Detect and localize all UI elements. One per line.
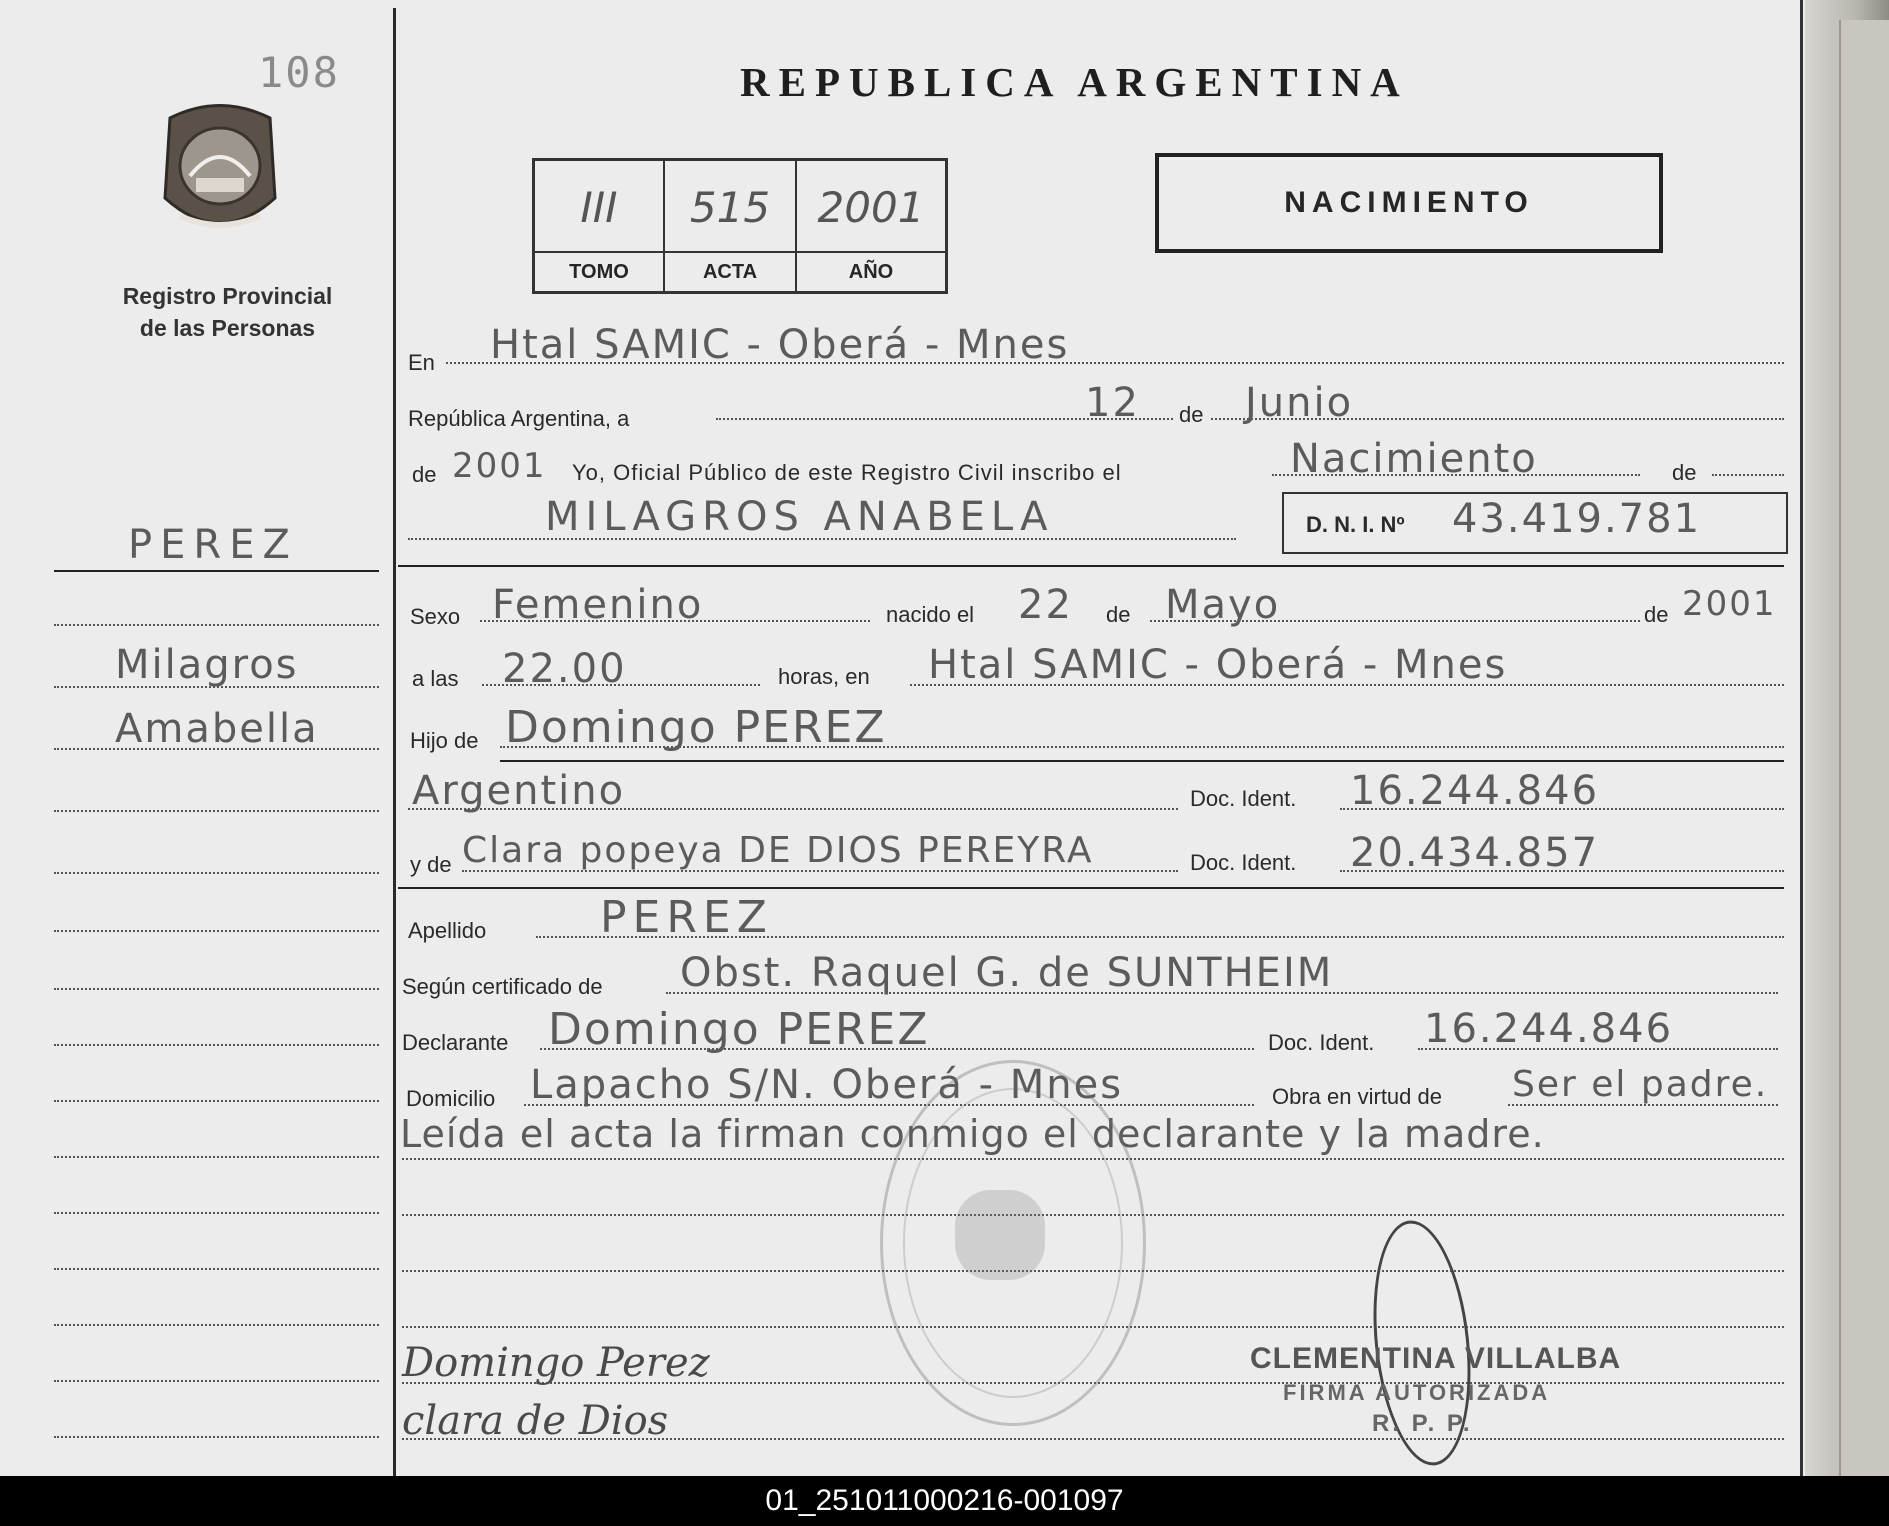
- sexo-value: Femenino: [492, 582, 704, 628]
- mother-name-value: Clara popeya DE DIOS PEREYRA: [462, 830, 1094, 871]
- margin-dotted-line: [54, 1044, 379, 1046]
- year-value: 2001: [452, 446, 547, 486]
- section-rule: [500, 760, 1784, 762]
- margin-dotted-line: [54, 1268, 379, 1270]
- anio-value: 2001: [817, 183, 925, 232]
- section-rule: [398, 565, 1784, 567]
- month-value: Junio: [1245, 380, 1354, 426]
- anio-cell: [797, 161, 945, 291]
- acta-cell: [665, 161, 797, 291]
- scan-id-footer: 01_251011000216-001097: [0, 1476, 1889, 1526]
- official-org: R. P. P.: [1372, 1410, 1473, 1437]
- obra-label: Obra en virtud de: [1272, 1084, 1442, 1109]
- acta-value: 515: [689, 183, 771, 232]
- margin-dotted-line: [54, 1100, 379, 1102]
- margin-dotted-line: [54, 930, 379, 932]
- hora-value: 22.00: [502, 646, 627, 692]
- official-title: FIRMA AUTORIZADA: [1283, 1380, 1551, 1405]
- margin-dotted-line: [54, 748, 379, 750]
- acta-label: ACTA: [665, 251, 795, 291]
- hijo-label: Hijo de: [410, 728, 479, 753]
- tomo-label: TOMO: [535, 251, 663, 291]
- margin-dotted-line: [54, 686, 379, 688]
- tomo-cell: [535, 161, 665, 291]
- segun-value: Obst. Raquel G. de SUNTHEIM: [680, 950, 1334, 996]
- tomo-value: III: [580, 183, 618, 232]
- year-prefix-label: de: [412, 462, 437, 487]
- de-end-label: de: [1672, 460, 1697, 485]
- closing-text: Leída el acta la firman conmigo el declarante y la madre.: [400, 1112, 1545, 1156]
- binding-stub: [1839, 20, 1889, 1476]
- declarante-value: Domingo PEREZ: [548, 1004, 930, 1055]
- en-label: En: [408, 350, 435, 375]
- obra-value: Ser el padre.: [1512, 1064, 1769, 1105]
- doc-label: Doc. Ident.: [1190, 786, 1297, 811]
- margin-dotted-line: [54, 1436, 379, 1438]
- anio-label: AÑO: [797, 251, 945, 291]
- dni-value: 43.419.781: [1452, 496, 1702, 542]
- margin-name2: Amabella: [115, 706, 319, 752]
- stamp-emblem-icon: [955, 1190, 1045, 1280]
- signature-mother: clara de Dios: [402, 1398, 669, 1444]
- official-name: CLEMENTINA VILLALBA: [1250, 1342, 1622, 1375]
- page-border-right: [1800, 0, 1803, 1476]
- doc-label-2: Doc. Ident.: [1190, 850, 1297, 875]
- mother-doc-value: 20.434.857: [1350, 830, 1600, 876]
- segun-label: Según certificado de: [402, 974, 603, 999]
- record-type-box: NACIMIENTO: [1155, 153, 1663, 253]
- dotted-line: [1712, 474, 1784, 476]
- dni-label: D. N. I. Nº: [1306, 512, 1405, 537]
- section-rule: [398, 887, 1784, 889]
- de3-label: de: [1644, 602, 1669, 627]
- yo-label: Yo, Oficial Público de este Registro Civil inscribo el: [572, 460, 1122, 485]
- domicilio-label: Domicilio: [406, 1086, 496, 1111]
- doc-label-3: Doc. Ident.: [1268, 1030, 1375, 1055]
- margin-dotted-line: [54, 1324, 379, 1326]
- day-value: 12: [1085, 380, 1140, 426]
- inscribe-value: Nacimiento: [1290, 436, 1538, 482]
- signature-declarant: Domingo Perez: [402, 1340, 710, 1386]
- nacido-label: nacido el: [886, 602, 975, 627]
- dni-box: [1282, 492, 1788, 554]
- margin-dotted-line: [54, 872, 379, 874]
- declarante-label: Declarante: [402, 1030, 509, 1055]
- column-divider: [393, 8, 396, 1476]
- y-de-label: y de: [410, 852, 452, 877]
- de-label: de: [1173, 402, 1209, 428]
- domicilio-value: Lapacho S/N. Oberá - Mnes: [530, 1062, 1124, 1108]
- apellido-value: PEREZ: [600, 892, 773, 943]
- declarante-doc-value: 16.244.846: [1424, 1006, 1674, 1052]
- father-nationality-value: Argentino: [412, 768, 626, 814]
- birth-day-value: 22: [1018, 582, 1073, 628]
- sexo-label: Sexo: [410, 604, 461, 629]
- margin-surname: PEREZ: [128, 522, 298, 568]
- margin-dotted-line: [54, 1212, 379, 1214]
- registry-name-line1: Registro Provincial: [122, 283, 333, 309]
- margin-dotted-line: [54, 1380, 379, 1382]
- republica-label: República Argentina, a: [408, 406, 630, 431]
- provincial-seal-icon: [150, 98, 290, 248]
- de2-label: de: [1106, 602, 1131, 627]
- en-value: Htal SAMIC - Oberá - Mnes: [490, 322, 1070, 368]
- father-doc-value: 16.244.846: [1350, 768, 1600, 814]
- margin-dotted-line: [54, 624, 379, 626]
- document-title: REPUBLICA ARGENTINA: [740, 59, 1409, 105]
- binding-edge: [1805, 0, 1889, 1476]
- apellido-label: Apellido: [408, 918, 487, 943]
- margin-dotted-line: [54, 1156, 379, 1158]
- a-las-label: a las: [412, 666, 459, 691]
- horas-en-label: horas, en: [778, 664, 870, 689]
- page-number: 108: [258, 48, 340, 97]
- person-name: MILAGROS ANABELA: [545, 494, 1054, 540]
- birth-place-value: Htal SAMIC - Oberá - Mnes: [928, 642, 1508, 688]
- margin-dotted-line: [54, 810, 379, 812]
- margin-dotted-line: [54, 988, 379, 990]
- father-name-value: Domingo PEREZ: [505, 702, 887, 753]
- margin-line: [54, 570, 379, 572]
- birth-year-value: 2001: [1682, 584, 1777, 624]
- registry-name: [100, 280, 355, 344]
- margin-name1: Milagros: [115, 642, 299, 688]
- birth-month-value: Mayo: [1165, 582, 1281, 628]
- registry-name-line2: de las Personas: [139, 315, 316, 341]
- record-reference-box: [532, 158, 948, 294]
